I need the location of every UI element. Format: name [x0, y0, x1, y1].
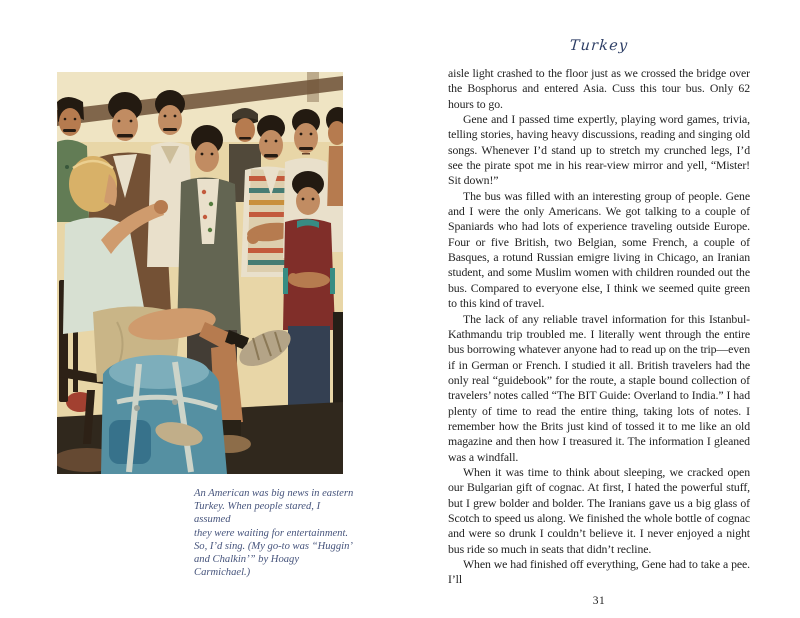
travel-photograph — [57, 72, 343, 474]
photo-tint — [57, 72, 343, 474]
body-paragraph: The lack of any reliable travel information for this Istanbul-Kathmandu trip troubled me. I literally went through the entire bus borrowing whatever anyone had to read up on the trip—even if in German or French. I studied it all. British travelers had the only real “guidebook” for the route, a staple bound collection of travelers’ notes called “The BIT Guide: Overland to India.” I had plenty of time to read the entire thing, taking lots of notes. I remember how the Brits just kind of tossed it to me like an old magazine and then how I treasured it. The information I gleaned was a windfall. — [448, 311, 750, 464]
caption-line: An American was big news in eastern — [194, 488, 354, 499]
body-paragraph: The bus was filled with an interesting group of people. Gene and I were the only Americans. We got talking to a couple of Spaniards who had lots of experience traveling outside Europe. Four or five British, two Belgian, some French, a couple of Basques, a rotund Russian emigre living in Chicago, an Iranian student, and some Muslim women with children rounded out the bus. Compared to everyone else, I think we seemed quite green to this kind of travel. — [448, 188, 750, 311]
caption-line: they were waiting for entertainment. — [194, 527, 349, 539]
photo-caption — [194, 487, 354, 579]
body-paragraph: When we had finished off everything, Gene had to take a pee. I’ll — [448, 557, 750, 587]
caption-line: Turkey. When people stared, I assumed — [194, 501, 321, 526]
caption-line: So, I’d sing. (My go-to was “Huggin’ — [194, 540, 353, 552]
page-number: 31 — [592, 594, 606, 607]
body-paragraph: Gene and I passed time expertly, playing word games, trivia, telling stories, having heavy discussions, reading and singing old songs. Whenever I’d stand up to stretch my crunched legs, I’d see the pirate spot me in his rear-view mirror and yell, “Mister! Sit down!” — [448, 112, 750, 188]
body-paragraph: When it was time to think about sleeping, we cracked open our Bulgarian gift of cognac. At first, I hated the powerful stuff, but I grew bolder and bolder. The Iranians gave us a big glass of Scotch to speed us along. We finished the whole bottle of cognac and were so drunk I couldn’t believe it. I never enjoyed a night bus ride so much in seats that didn’t recline. — [448, 464, 750, 556]
body-paragraph: aisle light crashed to the floor just as we crossed the bridge over the Bosphorus and entered Asia. Cuss this tour bus. Only 62 hours to go. — [448, 66, 750, 111]
caption-line: and Chalkin’” by Hoagy Carmichael.) — [194, 554, 300, 579]
body-text — [448, 66, 750, 588]
right-page — [448, 38, 750, 607]
running-header: Turkey — [569, 38, 629, 54]
